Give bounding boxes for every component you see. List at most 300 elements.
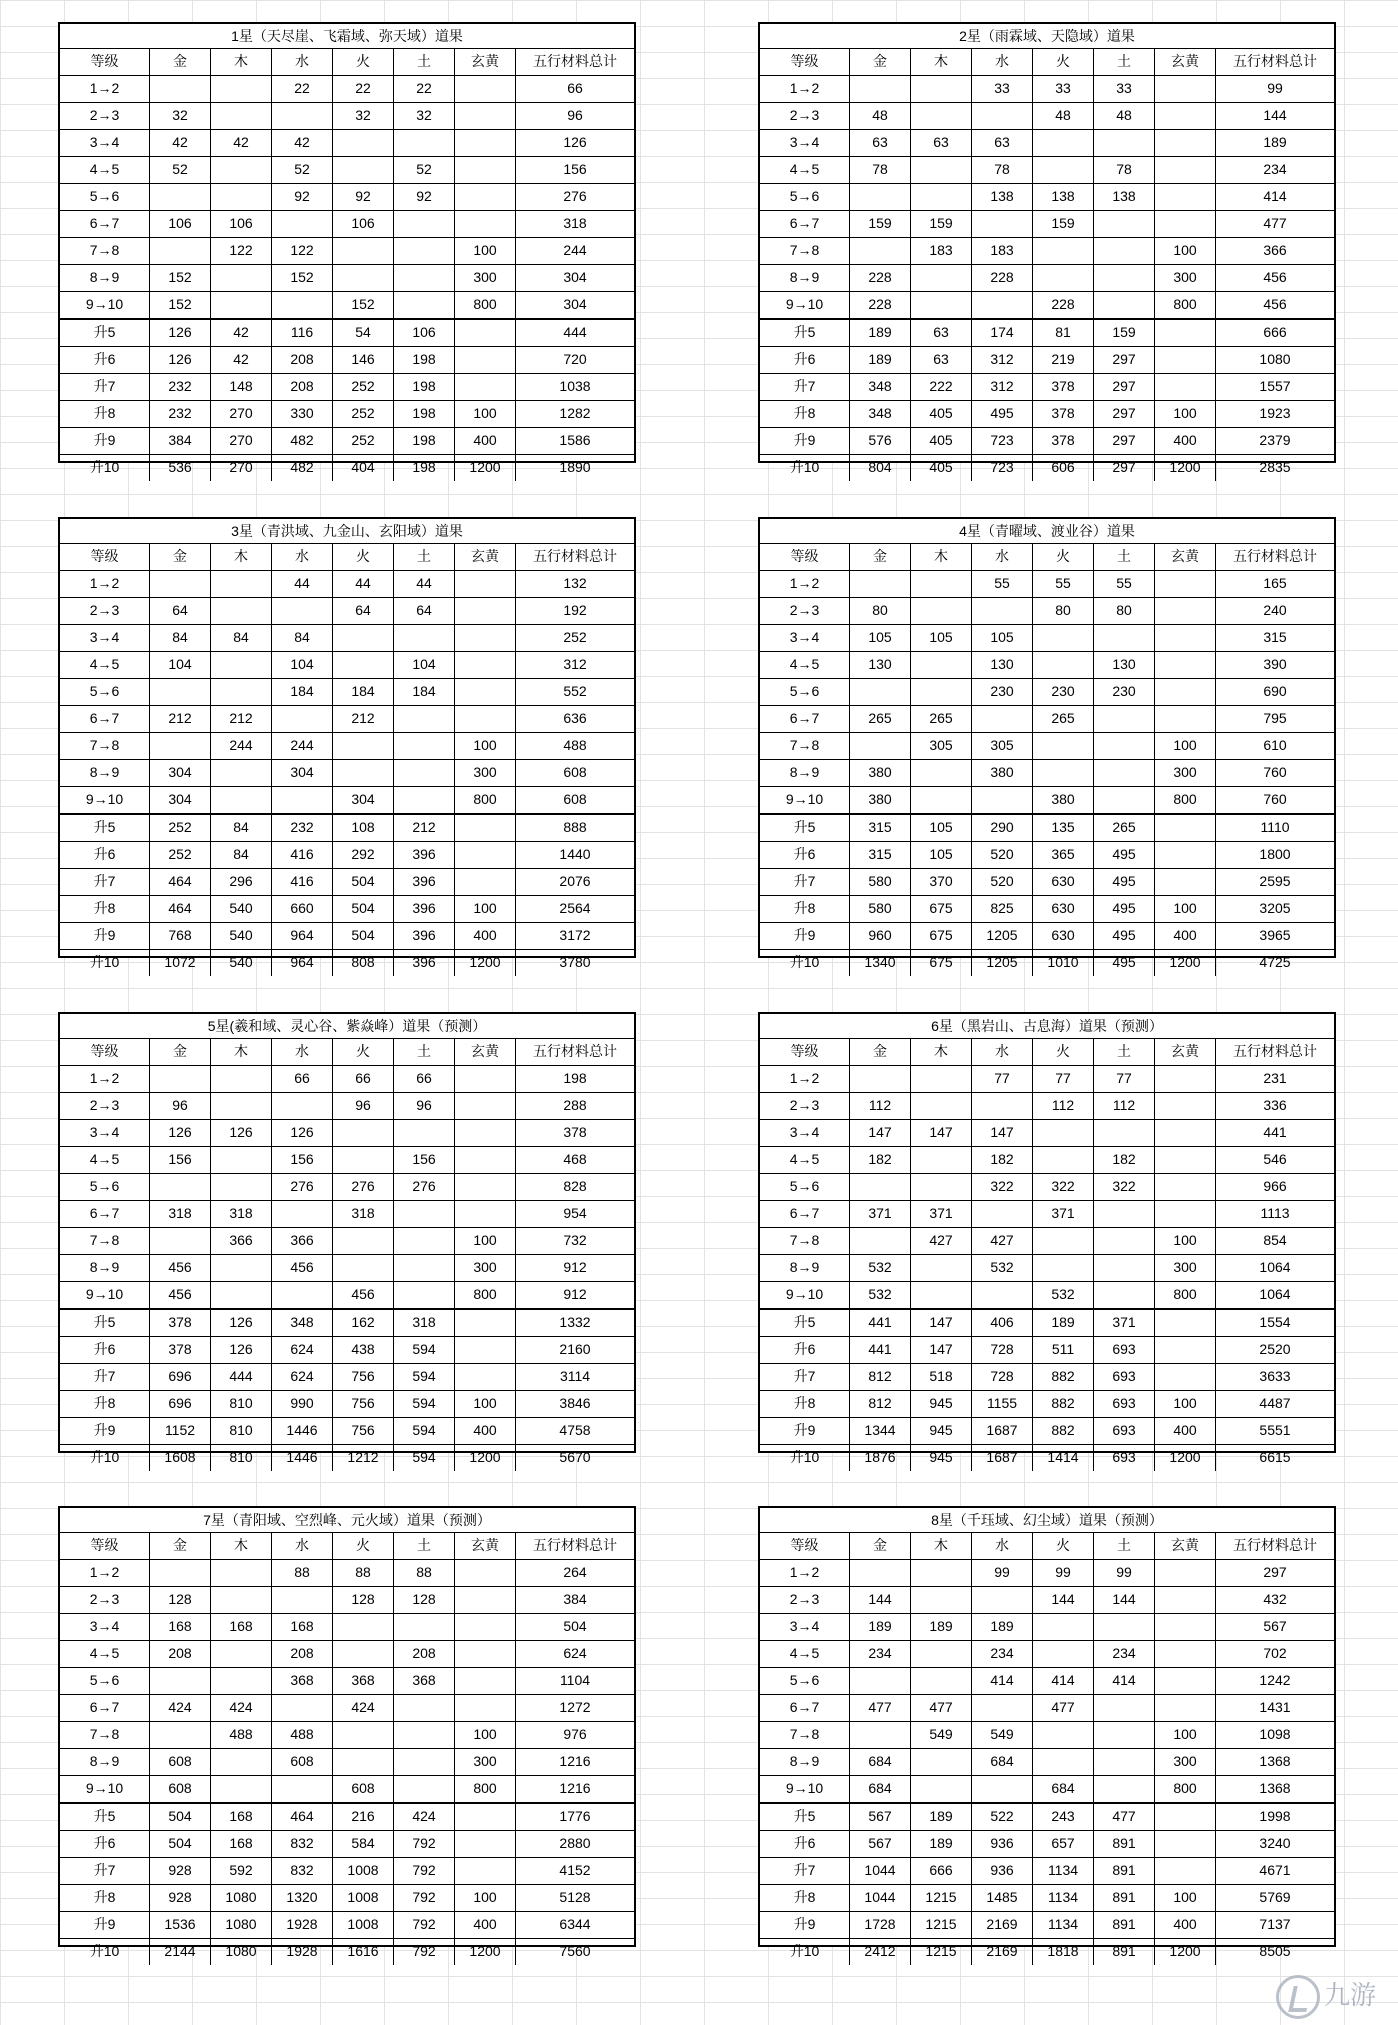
total-cell: 702: [1263, 1645, 1287, 1661]
value-cell: [911, 1066, 972, 1092]
total-cell: 288: [563, 1097, 587, 1113]
level-cell: 1→2: [60, 571, 150, 597]
value-cell: [1033, 130, 1094, 156]
value-cell: 1215: [911, 1912, 972, 1938]
table-row: [760, 347, 1334, 374]
table-row: [760, 1066, 1334, 1093]
value-cell: [333, 1722, 394, 1748]
value-cell: 1080: [211, 1939, 272, 1965]
value-cell: 800: [1155, 1776, 1216, 1802]
value-cell: 100: [455, 1722, 516, 1748]
value-cell: 400: [455, 1912, 516, 1938]
value-cell: 147: [850, 1120, 911, 1146]
value-cell: [455, 1120, 516, 1146]
header-row: [60, 1533, 634, 1560]
value-cell: [911, 1560, 972, 1586]
header-cell: 火: [1033, 49, 1094, 75]
value-cell: 168: [150, 1614, 211, 1640]
value-cell: [1155, 679, 1216, 705]
total-cell: 468: [563, 1151, 587, 1167]
value-cell: 300: [1155, 265, 1216, 291]
total-cell: 1282: [559, 405, 591, 421]
value-cell: [1155, 1337, 1216, 1363]
value-cell: 580: [850, 869, 911, 895]
table-row: [60, 1614, 634, 1641]
value-cell: 189: [1033, 1310, 1094, 1336]
total-cell: 378: [563, 1124, 587, 1140]
value-cell: 800: [455, 1776, 516, 1802]
value-cell: [455, 869, 516, 895]
value-cell: 366: [211, 1228, 272, 1254]
value-cell: 1008: [333, 1858, 394, 1884]
level-cell: 升6: [760, 347, 850, 373]
value-cell: [1094, 733, 1155, 759]
level-cell: 升9: [60, 1912, 150, 1938]
total-cell: 276: [563, 188, 587, 204]
value-cell: 182: [972, 1147, 1033, 1173]
value-cell: [211, 1066, 272, 1092]
table-row: [760, 130, 1334, 157]
level-cell: 升9: [760, 1418, 850, 1444]
value-cell: 130: [1094, 652, 1155, 678]
value-cell: [211, 1255, 272, 1281]
value-cell: 106: [333, 211, 394, 237]
total-cell: 1216: [559, 1753, 591, 1769]
table-title: 3星（青洪域、九金山、玄阳域）道果: [60, 519, 634, 544]
value-cell: 84: [211, 625, 272, 651]
total-cell: 384: [563, 1591, 587, 1607]
total-cell: 234: [1263, 161, 1287, 177]
value-cell: [1094, 1201, 1155, 1227]
value-cell: 1200: [1155, 1445, 1216, 1471]
table-row: [760, 598, 1334, 625]
level-cell: 升8: [60, 1885, 150, 1911]
value-cell: 532: [972, 1255, 1033, 1281]
value-cell: 100: [455, 1391, 516, 1417]
table-row: [760, 1445, 1334, 1471]
value-cell: 126: [150, 320, 211, 346]
level-cell: 升6: [760, 842, 850, 868]
value-cell: 104: [394, 652, 455, 678]
value-cell: 810: [211, 1445, 272, 1471]
value-cell: 594: [394, 1418, 455, 1444]
total-cell: 1368: [1259, 1780, 1291, 1796]
value-cell: [1155, 571, 1216, 597]
value-cell: 812: [850, 1391, 911, 1417]
table-row: [760, 1912, 1334, 1939]
value-cell: 1215: [911, 1939, 972, 1965]
value-cell: [455, 1364, 516, 1390]
value-cell: [272, 1776, 333, 1802]
value-cell: [911, 1255, 972, 1281]
value-cell: 882: [1033, 1364, 1094, 1390]
value-cell: 300: [1155, 1749, 1216, 1775]
table-row: [760, 1939, 1334, 1965]
level-cell: 2→3: [60, 103, 150, 129]
value-cell: 368: [394, 1668, 455, 1694]
total-cell: 3240: [1259, 1835, 1291, 1851]
value-cell: [1155, 842, 1216, 868]
header-cell: 火: [1033, 1039, 1094, 1065]
level-cell: 8→9: [60, 1255, 150, 1281]
level-cell: 升7: [760, 374, 850, 400]
header-cell: 等级: [760, 49, 850, 75]
value-cell: 438: [333, 1337, 394, 1363]
value-cell: [394, 1228, 455, 1254]
value-cell: 100: [1155, 401, 1216, 427]
total-cell: 546: [1263, 1151, 1287, 1167]
value-cell: 1205: [972, 923, 1033, 949]
value-cell: [1155, 1364, 1216, 1390]
level-cell: 升8: [760, 1391, 850, 1417]
value-cell: 189: [850, 320, 911, 346]
value-cell: [150, 1228, 211, 1254]
header-cell: 等级: [760, 544, 850, 570]
total-cell: 1890: [559, 459, 591, 475]
value-cell: [455, 1668, 516, 1694]
table-row: [760, 1831, 1334, 1858]
level-cell: 9→10: [760, 292, 850, 318]
jiuyou-watermark: [1266, 1971, 1376, 2019]
total-cell: 456: [1263, 269, 1287, 285]
table-row: [60, 401, 634, 428]
level-cell: 升10: [760, 455, 850, 481]
total-cell: 1038: [559, 378, 591, 394]
material-table-3: [58, 517, 636, 970]
value-cell: 156: [272, 1147, 333, 1173]
value-cell: 540: [211, 923, 272, 949]
value-cell: [455, 706, 516, 732]
value-cell: 594: [394, 1445, 455, 1471]
value-cell: 1008: [333, 1885, 394, 1911]
total-cell: 3114: [559, 1368, 591, 1384]
value-cell: [1155, 184, 1216, 210]
total-cell: 456: [1263, 296, 1287, 312]
level-cell: 升6: [60, 1831, 150, 1857]
level-cell: 升7: [760, 869, 850, 895]
value-cell: 891: [1094, 1912, 1155, 1938]
total-cell: 504: [563, 1618, 587, 1634]
value-cell: [455, 130, 516, 156]
value-cell: 1446: [272, 1445, 333, 1471]
value-cell: 400: [455, 1418, 516, 1444]
value-cell: 80: [850, 598, 911, 624]
value-cell: [455, 1066, 516, 1092]
value-cell: [211, 76, 272, 102]
value-cell: [394, 1120, 455, 1146]
value-cell: [455, 1858, 516, 1884]
value-cell: 183: [911, 238, 972, 264]
value-cell: [911, 760, 972, 786]
value-cell: [1094, 265, 1155, 291]
value-cell: 728: [972, 1337, 1033, 1363]
table-title: 8星（千珏域、幻尘域）道果（预测）: [760, 1508, 1334, 1533]
value-cell: [394, 1695, 455, 1721]
table-row: [760, 1364, 1334, 1391]
value-cell: 424: [394, 1804, 455, 1830]
value-cell: 576: [850, 428, 911, 454]
value-cell: 964: [272, 923, 333, 949]
table-row: [60, 130, 634, 157]
value-cell: 168: [211, 1831, 272, 1857]
value-cell: 84: [272, 625, 333, 651]
value-cell: 532: [850, 1255, 911, 1281]
table-row: [760, 320, 1334, 347]
value-cell: [211, 1749, 272, 1775]
value-cell: [394, 292, 455, 318]
header-cell: 土: [1094, 1039, 1155, 1065]
value-cell: [455, 184, 516, 210]
value-cell: 304: [150, 787, 211, 813]
value-cell: [1094, 1228, 1155, 1254]
value-cell: 928: [150, 1858, 211, 1884]
level-cell: 9→10: [760, 787, 850, 813]
value-cell: 684: [850, 1749, 911, 1775]
table-row: [760, 706, 1334, 733]
value-cell: [211, 760, 272, 786]
value-cell: 135: [1033, 815, 1094, 841]
total-cell: 3846: [559, 1395, 591, 1411]
total-cell: 432: [1263, 1591, 1287, 1607]
level-cell: 升5: [60, 1804, 150, 1830]
header-cell: 金: [150, 1533, 211, 1559]
value-cell: [1033, 733, 1094, 759]
value-cell: [394, 787, 455, 813]
table-row: [760, 1255, 1334, 1282]
total-cell: 366: [1263, 242, 1287, 258]
total-cell: 312: [563, 656, 587, 672]
value-cell: [455, 1337, 516, 1363]
value-cell: 305: [911, 733, 972, 759]
table-row: [60, 76, 634, 103]
table-row: [760, 428, 1334, 455]
value-cell: [1155, 1120, 1216, 1146]
total-cell: 1998: [1259, 1808, 1291, 1824]
value-cell: 675: [911, 950, 972, 976]
total-cell: 854: [1263, 1232, 1287, 1248]
value-cell: 305: [972, 733, 1033, 759]
value-cell: 189: [911, 1614, 972, 1640]
level-cell: 升10: [760, 1939, 850, 1965]
value-cell: 106: [150, 211, 211, 237]
header-cell: 五行材料总计: [533, 1537, 617, 1553]
value-cell: 212: [150, 706, 211, 732]
header-cell: 五行材料总计: [533, 53, 617, 69]
header-cell: 金: [150, 49, 211, 75]
value-cell: 159: [1094, 320, 1155, 346]
value-cell: 567: [850, 1831, 911, 1857]
table-row: [760, 1282, 1334, 1310]
value-cell: 22: [272, 76, 333, 102]
value-cell: 198: [394, 428, 455, 454]
value-cell: [272, 1587, 333, 1613]
value-cell: 297: [1094, 347, 1155, 373]
level-cell: 升10: [760, 950, 850, 976]
value-cell: [972, 1282, 1033, 1308]
value-cell: 371: [850, 1201, 911, 1227]
value-cell: 532: [1033, 1282, 1094, 1308]
value-cell: 152: [150, 292, 211, 318]
value-cell: 592: [211, 1858, 272, 1884]
total-cell: 2379: [1259, 432, 1291, 448]
value-cell: [211, 598, 272, 624]
value-cell: 1687: [972, 1445, 1033, 1471]
value-cell: 522: [972, 1804, 1033, 1830]
value-cell: [850, 184, 911, 210]
value-cell: 1728: [850, 1912, 911, 1938]
value-cell: 378: [150, 1337, 211, 1363]
total-cell: 231: [1263, 1070, 1287, 1086]
header-row: [60, 1039, 634, 1066]
value-cell: 1155: [972, 1391, 1033, 1417]
value-cell: 464: [150, 896, 211, 922]
total-cell: 1431: [1259, 1699, 1291, 1715]
level-cell: 2→3: [760, 1587, 850, 1613]
value-cell: 405: [911, 428, 972, 454]
value-cell: [333, 733, 394, 759]
table-row: [760, 1391, 1334, 1418]
value-cell: 234: [1094, 1641, 1155, 1667]
value-cell: [211, 787, 272, 813]
value-cell: 532: [850, 1282, 911, 1308]
value-cell: [272, 1282, 333, 1308]
value-cell: 159: [911, 211, 972, 237]
value-cell: [1033, 157, 1094, 183]
value-cell: 147: [911, 1310, 972, 1336]
value-cell: [850, 76, 911, 102]
value-cell: 808: [333, 950, 394, 976]
value-cell: 1080: [211, 1912, 272, 1938]
value-cell: 243: [1033, 1804, 1094, 1830]
table-row: [60, 455, 634, 481]
value-cell: [1155, 211, 1216, 237]
value-cell: [1155, 76, 1216, 102]
value-cell: 22: [333, 76, 394, 102]
total-cell: 192: [563, 602, 587, 618]
value-cell: [394, 265, 455, 291]
value-cell: [1155, 1614, 1216, 1640]
level-cell: 升8: [60, 1391, 150, 1417]
value-cell: [911, 1147, 972, 1173]
table-row: [760, 950, 1334, 976]
header-cell: 玄黄: [455, 544, 516, 570]
value-cell: 1134: [1033, 1912, 1094, 1938]
value-cell: [1155, 1668, 1216, 1694]
total-cell: 636: [563, 710, 587, 726]
level-cell: 1→2: [760, 571, 850, 597]
material-table-4: [758, 517, 1336, 970]
value-cell: 96: [333, 1093, 394, 1119]
level-cell: 升7: [760, 1858, 850, 1884]
value-cell: [850, 1066, 911, 1092]
value-cell: 368: [272, 1668, 333, 1694]
level-cell: 升5: [60, 815, 150, 841]
value-cell: 504: [150, 1831, 211, 1857]
level-cell: 3→4: [760, 1120, 850, 1146]
value-cell: [394, 1282, 455, 1308]
level-cell: 5→6: [60, 1174, 150, 1200]
value-cell: 1446: [272, 1418, 333, 1444]
total-cell: 552: [563, 683, 587, 699]
total-cell: 760: [1263, 764, 1287, 780]
value-cell: 128: [394, 1587, 455, 1613]
value-cell: [1155, 374, 1216, 400]
header-cell: 等级: [60, 1533, 150, 1559]
value-cell: 198: [394, 455, 455, 481]
table-row: [60, 265, 634, 292]
value-cell: [394, 238, 455, 264]
value-cell: [1094, 787, 1155, 813]
value-cell: 520: [972, 869, 1033, 895]
header-cell: 木: [211, 49, 272, 75]
value-cell: 1200: [455, 950, 516, 976]
value-cell: 48: [1033, 103, 1094, 129]
value-cell: [394, 1749, 455, 1775]
value-cell: 100: [1155, 1722, 1216, 1748]
value-cell: [455, 1831, 516, 1857]
level-cell: 升5: [60, 320, 150, 346]
level-cell: 升10: [760, 1445, 850, 1471]
table-row: [60, 1174, 634, 1201]
value-cell: 1072: [150, 950, 211, 976]
table-row: [60, 238, 634, 265]
value-cell: 464: [272, 1804, 333, 1830]
value-cell: 549: [911, 1722, 972, 1748]
table-row: [760, 787, 1334, 815]
table-row: [760, 1776, 1334, 1804]
level-cell: 6→7: [760, 211, 850, 237]
value-cell: 147: [911, 1337, 972, 1363]
value-cell: [1094, 1120, 1155, 1146]
value-cell: 504: [333, 923, 394, 949]
value-cell: 108: [333, 815, 394, 841]
table-row: [760, 1093, 1334, 1120]
value-cell: 396: [394, 869, 455, 895]
value-cell: 312: [972, 347, 1033, 373]
value-cell: 348: [850, 374, 911, 400]
value-cell: [455, 1093, 516, 1119]
value-cell: 424: [333, 1695, 394, 1721]
level-cell: 1→2: [760, 1066, 850, 1092]
value-cell: 495: [1094, 869, 1155, 895]
value-cell: 960: [850, 923, 911, 949]
table-row: [60, 923, 634, 950]
value-cell: [211, 292, 272, 318]
value-cell: 810: [211, 1391, 272, 1417]
header-cell: 玄黄: [1155, 1039, 1216, 1065]
value-cell: 84: [150, 625, 211, 651]
value-cell: [211, 103, 272, 129]
value-cell: 219: [1033, 347, 1094, 373]
value-cell: 477: [911, 1695, 972, 1721]
total-cell: 7137: [1259, 1916, 1291, 1932]
value-cell: 52: [272, 157, 333, 183]
table-row: [60, 1804, 634, 1831]
value-cell: 84: [211, 815, 272, 841]
table-row: [60, 1282, 634, 1310]
value-cell: 504: [333, 869, 394, 895]
level-cell: 4→5: [760, 652, 850, 678]
value-cell: 144: [1033, 1587, 1094, 1613]
value-cell: 106: [211, 211, 272, 237]
value-cell: 77: [1033, 1066, 1094, 1092]
value-cell: 580: [850, 896, 911, 922]
value-cell: [333, 760, 394, 786]
header-cell: 火: [1033, 544, 1094, 570]
value-cell: [850, 1560, 911, 1586]
value-cell: 723: [972, 428, 1033, 454]
total-cell: 3965: [1259, 927, 1291, 943]
